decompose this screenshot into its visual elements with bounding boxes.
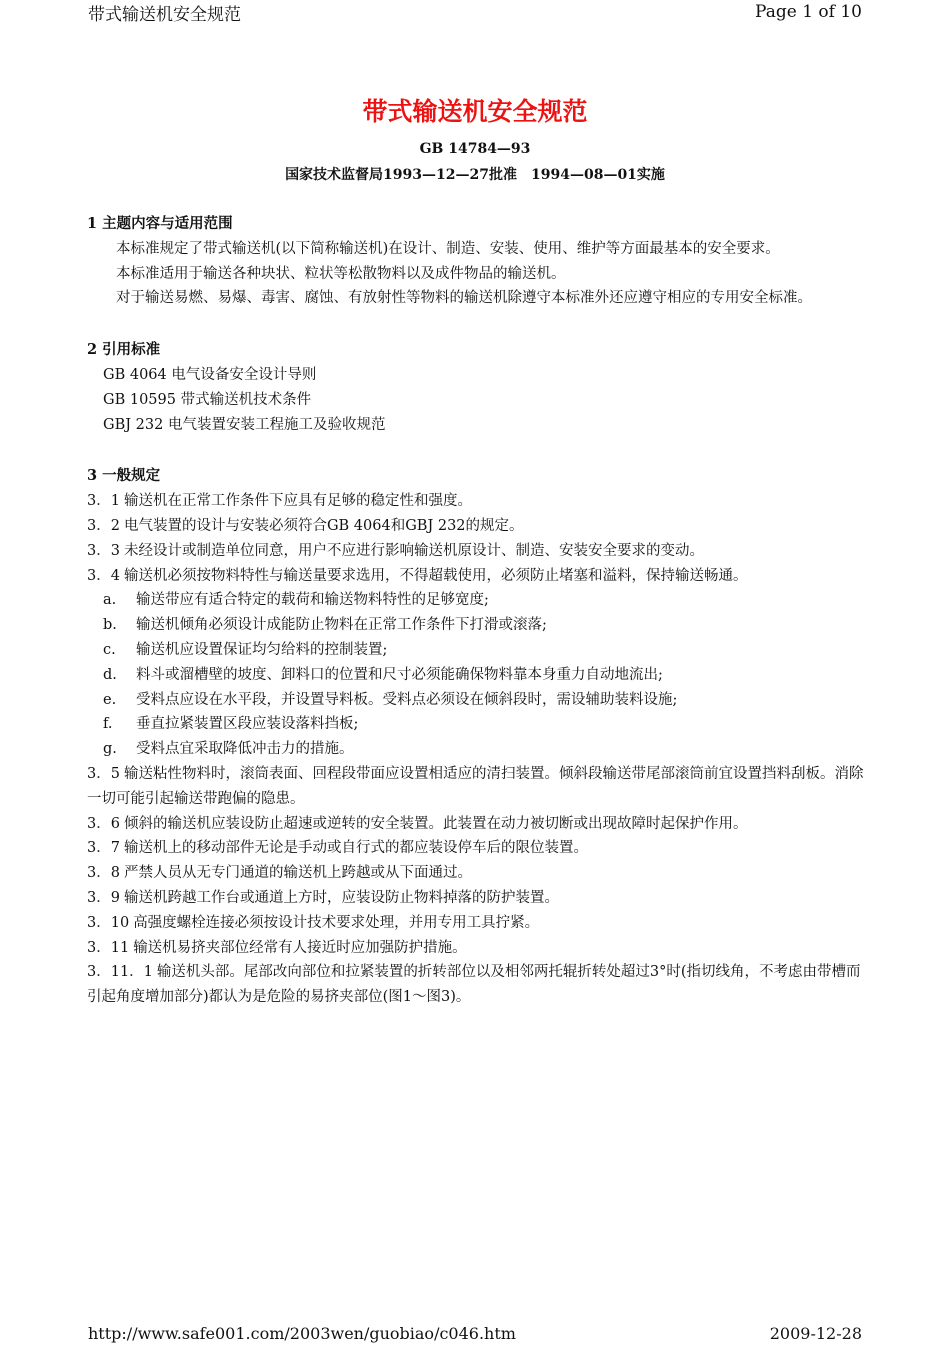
- clause-text: 未经设计或制造单位同意，用户不应进行影响输送机原设计、制造、安装安全要求的变动。: [123, 542, 704, 559]
- clause: [87, 514, 867, 539]
- sub-item: [87, 613, 867, 638]
- clause-number: 3．1: [87, 493, 120, 510]
- sub-item: [87, 638, 867, 663]
- sub-item-letter: d.: [103, 666, 117, 683]
- clause: [87, 539, 867, 564]
- clause: [87, 861, 867, 886]
- sub-item-text: 输送带应有适合特定的载荷和输送物料特性的足够宽度;: [136, 592, 489, 609]
- section-heading: 3 一般规定: [87, 467, 161, 485]
- clause-number: 3．9: [87, 889, 120, 906]
- document-body: [87, 212, 867, 1010]
- clause-text: 输送机在正常工作条件下应具有足够的稳定性和强度。: [123, 493, 472, 510]
- clause: [87, 762, 867, 812]
- sub-item-text: 受料点应设在水平段，并设置导料板。受料点必须设在倾斜段时，需设辅助装料设施;: [136, 691, 678, 708]
- paragraph: 对于输送易燃、易爆、毒害、腐蚀、有放射性等物料的输送机除遵守本标准外还应遵守相应的专用安全标准。: [116, 290, 812, 307]
- clause: [87, 489, 867, 514]
- clause-number: 3．8: [87, 865, 120, 882]
- approval-line: 国家技术监督局1993—12—27批准 1994—08—01实施: [285, 167, 665, 183]
- section-general-rules: [87, 464, 867, 1010]
- reference-item: GB 4064 电气设备安全设计导则: [103, 366, 317, 383]
- clause-text: 输送机易挤夹部位经常有人接近时应加强防护措施。: [133, 939, 467, 956]
- clause-number: 3．2: [87, 517, 120, 534]
- page-header: [88, 0, 862, 24]
- document-title: 带式输送机安全规范: [362, 97, 588, 126]
- section-references: [87, 338, 867, 437]
- clause-text: 严禁人员从无专门通道的输送机上跨越或从下面通过。: [123, 865, 472, 882]
- print-date: 2009-12-28: [769, 1323, 862, 1343]
- clause-number: 3．11: [87, 939, 130, 956]
- section-scope: [87, 212, 867, 311]
- clause-text: 倾斜的输送机应装设防止超速或逆转的安全装置。此装置在动力被切断或出现故障时起保护作用。: [123, 815, 748, 832]
- clause-text: 输送机头部。尾部改向部位和拉紧装置的折转部位以及相邻两托辊折转处超过3°时(指切线角，不考虑由带槽而引起角度增加部分)都认为是危险的易挤夹部位(图1～图3)。: [87, 964, 861, 1006]
- source-url: http://www.safe001.com/2003wen/guobiao/c046.htm: [88, 1323, 516, 1343]
- clause-text: 输送粘性物料时，滚筒表面、回程段带面应设置相适应的清扫装置。倾斜段输送带尾部滚筒前宜设置挡料刮板。消除一切可能引起输送带跑偏的隐患。: [87, 765, 864, 807]
- sub-item-letter: c.: [103, 641, 116, 658]
- clause-number: 3．4: [87, 567, 120, 584]
- sub-item-letter: b.: [103, 617, 117, 634]
- clause-text: 输送机必须按物料特性与输送量要求选用，不得超载使用，必须防止堵塞和溢料，保持输送畅通。: [123, 567, 748, 584]
- clause: [87, 911, 867, 936]
- sub-item-letter: f.: [103, 716, 113, 733]
- paragraph: 本标准规定了带式输送机(以下简称输送机)在设计、制造、安装、使用、维护等方面最基本的安全要求。: [116, 240, 780, 257]
- clause-text: 输送机上的移动部件无论是手动或自行式的都应装设停车后的限位装置。: [123, 840, 588, 857]
- sub-item: [87, 737, 867, 762]
- sub-item-letter: g.: [103, 741, 117, 758]
- clause-number: 3．11．1: [87, 964, 153, 981]
- section-heading: 2 引用标准: [87, 341, 161, 359]
- sub-item: [87, 663, 867, 688]
- reference-item: GB 10595 带式输送机技术条件: [103, 391, 312, 408]
- reference-item: GBJ 232 电气装置安装工程施工及验收规范: [103, 416, 386, 433]
- clause: [87, 936, 867, 961]
- sub-item-text: 垂直拉紧装置区段应装设落料挡板;: [136, 716, 359, 733]
- clause: [87, 812, 867, 837]
- sub-item-text: 料斗或溜槽壁的坡度、卸料口的位置和尺寸必须能确保物料靠本身重力自动地流出;: [136, 666, 663, 683]
- sub-item: [87, 712, 867, 737]
- clause-number: 3．6: [87, 815, 120, 832]
- clause: [87, 886, 867, 911]
- paragraph: 本标准适用于输送各种块状、粒状等松散物料以及成件物品的输送机。: [116, 265, 566, 282]
- clause: [87, 960, 867, 1010]
- clause-number: 3．10: [87, 914, 130, 931]
- sub-item: [87, 688, 867, 713]
- page-indicator: Page 1 of 10: [755, 2, 862, 22]
- clause: [87, 564, 867, 589]
- clause-number: 3．3: [87, 542, 120, 559]
- sub-item-letter: a.: [103, 592, 117, 609]
- page-footer: [88, 1322, 862, 1344]
- clause-text: 电气装置的设计与安装必须符合GB 4064和GBJ 232的规定。: [123, 517, 524, 534]
- clause-number: 3．7: [87, 840, 120, 857]
- sub-item-text: 输送机倾角必须设计成能防止物料在正常工作条件下打滑或滚落;: [136, 617, 547, 634]
- clause: [87, 836, 867, 861]
- sub-item: [87, 588, 867, 613]
- clause-text: 输送机跨越工作台或通道上方时，应装设防止物料掉落的防护装置。: [123, 889, 559, 906]
- sub-item-text: 受料点宜采取降低冲击力的措施。: [136, 741, 354, 758]
- clause-text: 高强度螺栓连接必须按设计技术要求处理，并用专用工具拧紧。: [133, 914, 540, 931]
- sub-item-letter: e.: [103, 691, 117, 708]
- section-heading: 1 主题内容与适用范围: [87, 215, 233, 232]
- header-title: 带式输送机安全规范: [88, 4, 241, 25]
- clause-number: 3．5: [87, 765, 120, 782]
- sub-item-text: 输送机应设置保证均匀给料的控制装置;: [136, 641, 388, 658]
- standard-code: GB 14784—93: [419, 141, 531, 157]
